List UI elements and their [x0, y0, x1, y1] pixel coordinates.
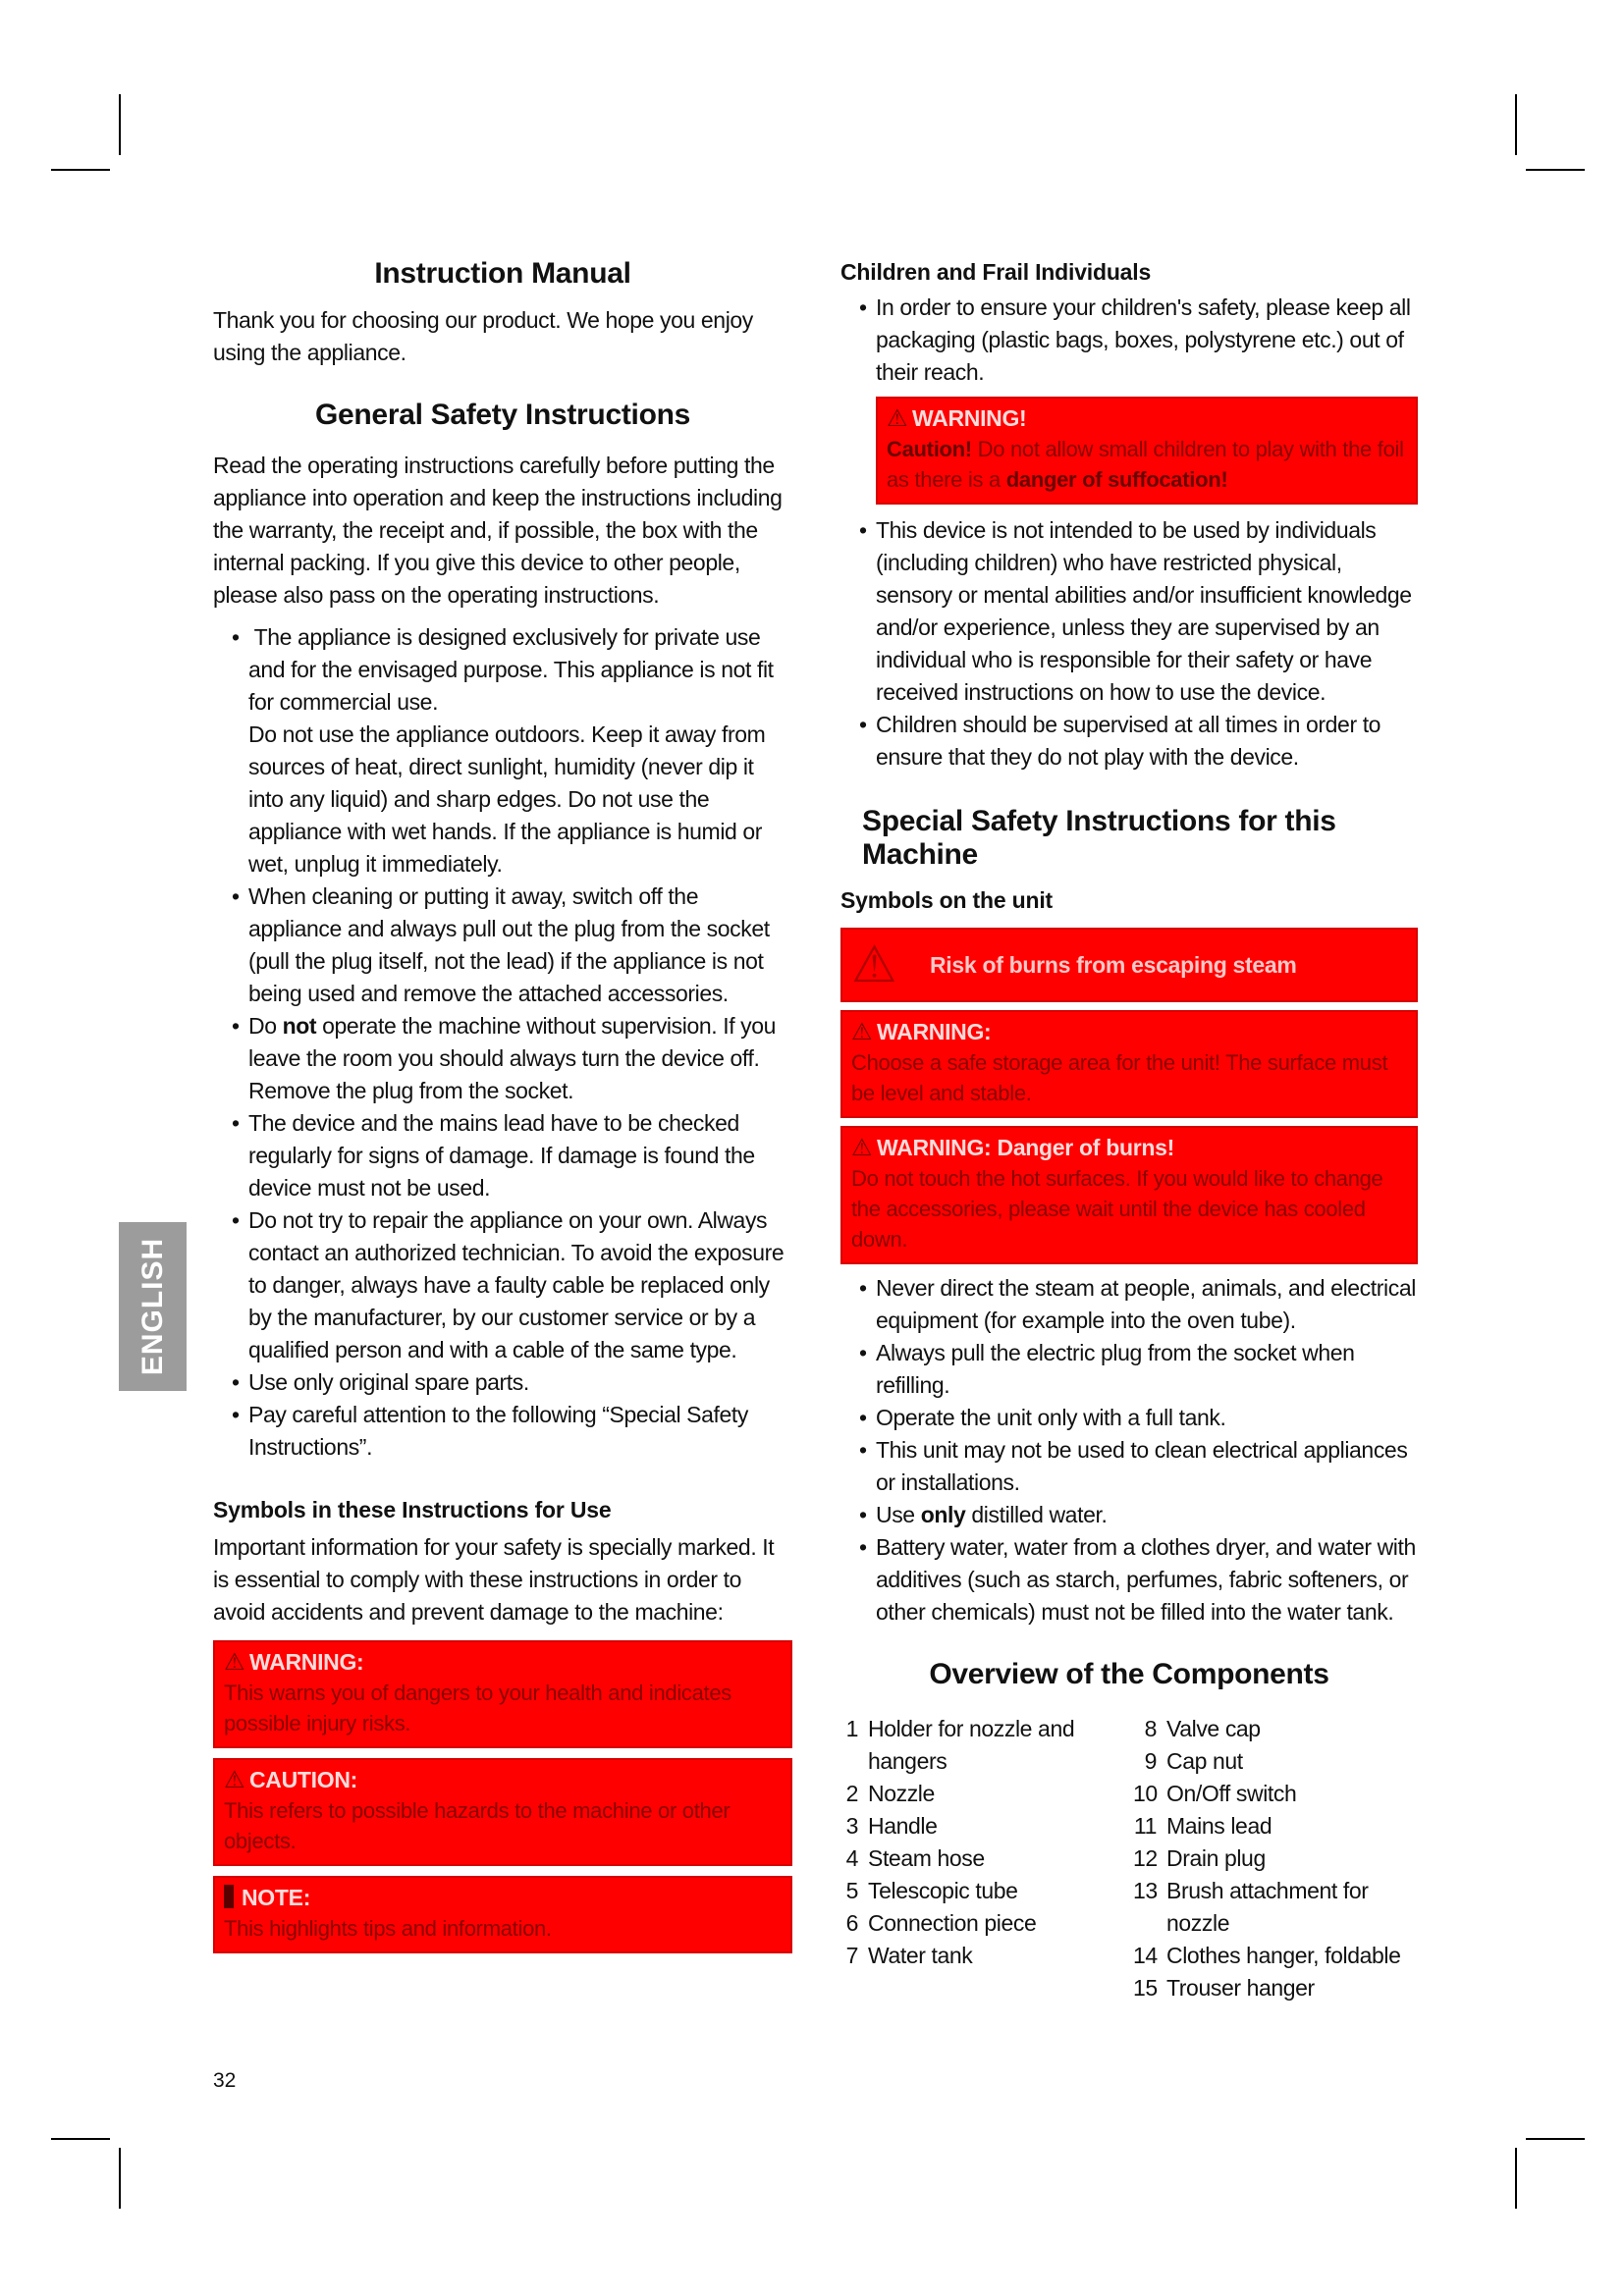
crop-mark-bl-h [51, 2138, 110, 2140]
steam-burn-box: ⚠ Risk of burns from escaping steam [840, 928, 1418, 1002]
warning-box: ⚠ WARNING: This warns you of dangers to your health and indicates possible injury risks. [213, 1640, 792, 1748]
crop-mark-tl-v [119, 94, 121, 155]
list-item: • Pay careful attention to the following “Special Safety Instructions”. [213, 1399, 792, 1464]
warning-triangle-icon: ⚠ [851, 1019, 873, 1045]
component-item: 8 Valve cap [1144, 1716, 1261, 1741]
list-item: • Do not operate the machine without supervision. If you leave the room you should always turn the device off. Remove the plug from the socket. [213, 1010, 792, 1107]
component-item: 12 Drain plug [1133, 1845, 1266, 1871]
component-item: 4 Steam hose [845, 1845, 985, 1871]
warning-triangle-icon: ⚠ [887, 405, 908, 432]
crop-mark-tl-h [51, 169, 110, 171]
symbols-heading: Symbols in these Instructions for Use [213, 1497, 612, 1522]
component-item: 14 Clothes hanger, foldable [1133, 1943, 1401, 1968]
general-safety-list [213, 621, 792, 1464]
storage-warning-box: ⚠ WARNING: Choose a safe storage area for the unit! The surface must be level and stable. [840, 1010, 1418, 1118]
component-item: 2 Nozzle [845, 1781, 935, 1806]
components-col-1 [840, 1713, 1133, 2004]
component-item: 9 Cap nut [1144, 1748, 1243, 1774]
note-box: NOTE: This highlights tips and information. [213, 1876, 792, 1953]
component-item: 13 Brush attachment for nozzle [1133, 1878, 1369, 1936]
list-item: • Use only distilled water. [840, 1499, 1418, 1531]
symbols-unit-heading: Symbols on the unit [840, 887, 1053, 913]
component-item: 15 Trouser hanger [1133, 1975, 1315, 2001]
component-item: 10 On/Off switch [1133, 1781, 1297, 1806]
intro-paragraph: Thank you for choosing our product. We hope you enjoy using the appliance. [213, 307, 753, 365]
special-safety-heading: Special Safety Instructions for this Machine [862, 805, 1336, 871]
symbols-paragraph: Important information for your safety is specially marked. It is essential to comply with these instructions in order to avoid accidents and prevent damage to the machine: [213, 1534, 775, 1625]
children-list-1 [840, 292, 1418, 389]
list-item: • This unit may not be used to clean electrical appliances or installations. [840, 1434, 1418, 1499]
component-item: 1 Holder for nozzle and hangers [845, 1716, 1075, 1774]
component-item: 7 Water tank [845, 1943, 973, 1968]
list-item: • Never direct the steam at people, animals, and electrical equipment (for example into the oven tube). [840, 1272, 1418, 1337]
crop-mark-br-h [1526, 2138, 1585, 2140]
crop-mark-bl-v [119, 2148, 121, 2209]
list-item: • This device is not intended to be used by individuals (including children) who have restricted physical, sensory or mental abilities and/or insufficient knowledge and/or experience, unless they are supervised by an individual who is responsible for their safety or have received instructions on how to use the device. [840, 514, 1418, 709]
list-item: • Battery water, water from a clothes dryer, and water with additives (such as starch, perfumes, fabric softeners, or other chemicals) must not be filled into the water tank. [840, 1531, 1418, 1629]
language-tab-label: ENGLISH [135, 1237, 169, 1376]
crop-mark-tr-h [1526, 169, 1585, 171]
page-title: Instruction Manual [374, 257, 631, 290]
list-item: • Do not try to repair the appliance on your own. Always contact an authorized technician. To avoid the exposure to danger, always have a faulty cable be replaced only by the manufacturer, by our customer service or by a qualified person and with a cable of the same type. [213, 1204, 792, 1366]
list-item: • Always pull the electric plug from the socket when refilling. [840, 1337, 1418, 1402]
left-column [213, 257, 792, 1953]
list-item: • The appliance is designed exclusively for private use and for the envisaged purpose. This appliance is not fit for commercial use. Do not use the appliance outdoors. Keep it away from sources of heat, direct sunlight, humidity (never dip it into any liquid) and sharp edges. Do not use the appliance with wet hands. If the appliance is humid or wet, unplug it immediately. [213, 621, 792, 881]
list-item: • When cleaning or putting it away, switch off the appliance and always pull out the plug from the socket (pull the plug itself, not the lead) if the appliance is not being used and remove the attached accessories. [213, 881, 792, 1010]
list-item: • The device and the mains lead have to be checked regularly for signs of damage. If damage is found the device must not be used. [213, 1107, 792, 1204]
component-item: 5 Telescopic tube [845, 1878, 1018, 1903]
hot-steam-icon: ⚠ [851, 936, 897, 993]
general-safety-paragraph: Read the operating instructions carefully before putting the appliance into operation and keep the instructions including the warranty, the receipt and, if possible, the box with the internal packing. If you give this device to other people, please also pass on the operating instructions. [213, 453, 783, 608]
component-item: 3 Handle [845, 1813, 938, 1839]
list-item: • Children should be supervised at all times in order to ensure that they do not play with the device. [840, 709, 1418, 774]
burns-warning-box: ⚠ WARNING: Danger of burns! Do not touch the hot surfaces. If you would like to change the accessories, please wait until the device has cooled down. [840, 1126, 1418, 1264]
children-heading: Children and Frail Individuals [840, 259, 1152, 285]
caution-triangle-icon: ⚠ [224, 1767, 245, 1793]
warning-triangle-icon: ⚠ [224, 1649, 245, 1676]
page-number: 32 [213, 2069, 237, 2092]
warning-triangle-icon: ⚠ [851, 1135, 873, 1161]
info-icon [224, 1885, 234, 1908]
component-item: 11 Mains lead [1133, 1813, 1272, 1839]
list-item: • Operate the unit only with a full tank. [840, 1402, 1418, 1434]
components-list [840, 1713, 1418, 2004]
right-column [840, 257, 1418, 2004]
caution-box: ⚠ CAUTION: This refers to possible hazards to the machine or other objects. [213, 1758, 792, 1866]
components-col-2 [1133, 1713, 1418, 2004]
list-item: • In order to ensure your children's safety, please keep all packaging (plastic bags, boxes, polystyrene etc.) out of their reach. [840, 292, 1418, 389]
overview-heading: Overview of the Components [929, 1658, 1329, 1690]
component-item: 6 Connection piece [845, 1910, 1037, 1936]
crop-mark-tr-v [1515, 94, 1517, 155]
general-safety-heading: General Safety Instructions [314, 399, 691, 431]
suffocation-warning-box: ⚠ WARNING! Caution! Do not allow small children to play with the foil as there is a danger of suffocation! [876, 397, 1418, 505]
language-tab [119, 1222, 187, 1391]
list-item: • Use only original spare parts. [213, 1366, 792, 1399]
crop-mark-br-v [1515, 2148, 1517, 2209]
machine-safety-list [840, 1272, 1418, 1629]
children-list-2 [840, 514, 1418, 774]
